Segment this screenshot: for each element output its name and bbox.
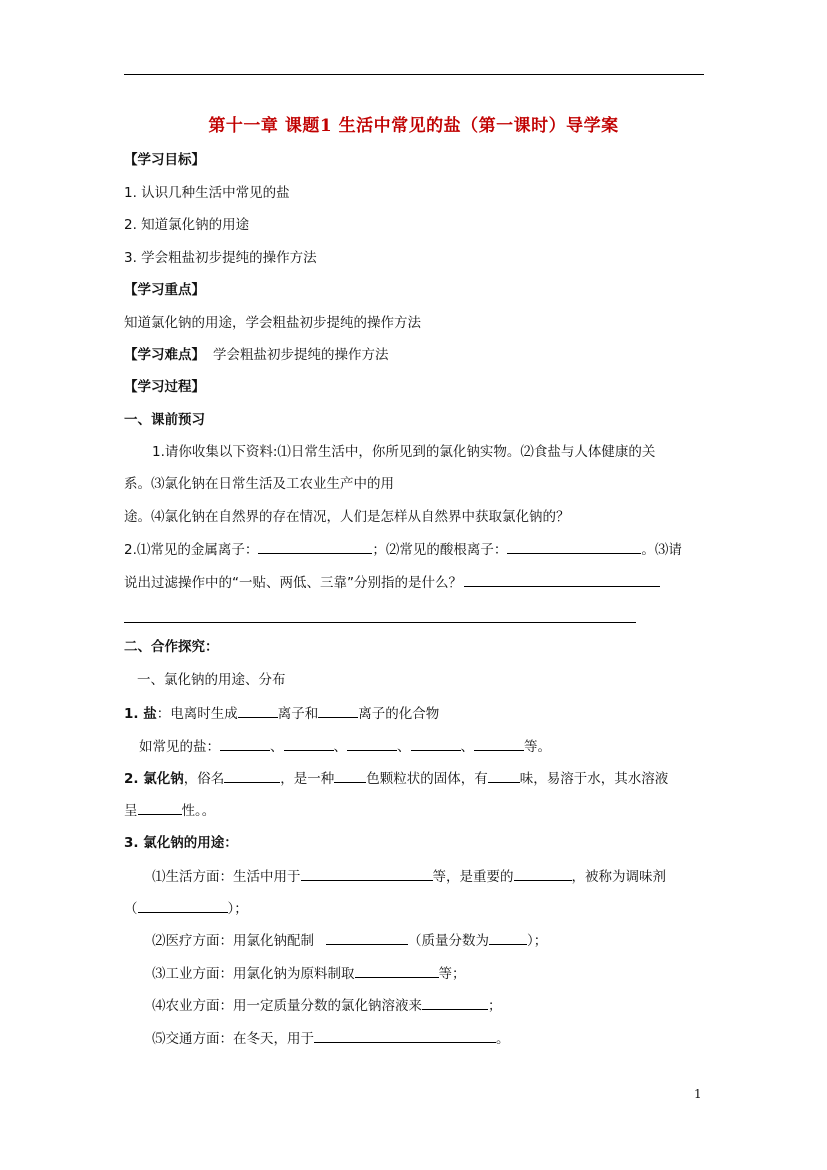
answer-line[interactable] [124,622,636,623]
taste-blank[interactable] [488,768,520,783]
salt-text-a: ：电离时生成 [156,706,238,722]
nacl-description-line2 [124,800,215,821]
agriculture-blank[interactable] [422,995,488,1010]
common-salt-label: 如常见的盐： [139,739,220,755]
objective-item: 1. 认识几种生活中常见的盐 [124,185,290,201]
use2-text-a: ⑵医疗方面：用氯化钠配制 [152,933,314,949]
nacl-description [124,768,668,789]
preview-heading: 一、课前预习 [124,412,205,428]
use4-text-b: ； [488,998,502,1014]
nacl-text-b: ，是一种 [280,771,335,787]
use1-text-b: 等，是重要的 [432,869,514,885]
salt-text-c: 离子的化合物 [358,706,440,722]
separator: 、 [397,739,411,755]
header-rule [124,74,704,75]
use5-text-b: 。 [496,1031,510,1047]
cation-blank[interactable] [238,703,278,718]
use-daily-life [152,866,666,887]
focus-text: 知道氯化钠的用途，学会粗盐初步提纯的操作方法 [124,315,421,331]
focus-heading: 【学习重点】 [124,282,205,298]
uses-heading: 3. 氯化钠的用途： [124,835,238,851]
anion-blank[interactable] [318,703,358,718]
salt-blank[interactable] [284,736,334,751]
difficulty-heading: 【学习难点】 [124,347,205,363]
use1-text-a: ⑴生活方面：生活中用于 [152,869,301,885]
nacl-label: 2. 氯化钠 [124,771,184,787]
use2-text-b: （质量分数为 [408,933,489,949]
separator: 、 [460,739,474,755]
etc-text: 等。 [524,739,551,755]
salt-label: 1. 盐 [124,706,157,722]
mass-fraction-blank[interactable] [489,930,527,945]
preview-q1-line2: 系。⑶氯化钠在日常生活及工农业生产中的用 [124,476,394,492]
use1-text-c: ，被称为调味剂 [571,869,666,885]
salt-blank[interactable] [220,736,270,751]
objective-item: 3. 学会粗盐初步提纯的操作方法 [124,250,317,266]
filtration-question: 说出过滤操作中的“一贴、两低、三靠”分别指的是什么？ [124,575,462,591]
use-agriculture [152,995,502,1016]
filtration-answer-blank[interactable] [464,572,660,587]
salt-definition [124,703,439,724]
use2-text-c: ）； [527,933,548,949]
transport-blank[interactable] [314,1028,496,1043]
q2-part-b: ；⑵常见的酸根离子： [372,542,508,558]
salt-text-b: 离子和 [277,706,319,722]
solution-blank[interactable] [326,930,408,945]
separator: 、 [270,739,284,755]
difficulty-text: 学会粗盐初步提纯的操作方法 [213,347,389,363]
use-daily-life-line2 [124,898,248,919]
process-heading: 【学习过程】 [124,379,205,395]
use3-text-a: ⑶工业方面：用氯化钠为原料制取 [152,966,355,982]
objective-item: 2. 知道氯化钠的用途 [124,217,250,233]
salt-blank[interactable] [474,736,524,751]
metal-ion-blank[interactable] [258,539,372,554]
daily-use-blank[interactable] [301,866,433,881]
ph-blank[interactable] [138,800,182,815]
acid-radical-blank[interactable] [507,539,641,554]
page-number: 1 [694,1087,702,1101]
q2-part-a: 2.⑴常见的金属离子： [124,542,259,558]
seasoning-blank[interactable] [138,898,228,913]
paren-close: ）； [227,901,248,917]
nacl-text-d: 味，易溶于水，其水溶液 [519,771,669,787]
color-blank[interactable] [334,768,366,783]
separator: 、 [333,739,347,755]
page-title: 第十一章 课题1 生活中常见的盐（第一课时）导学案 [208,116,619,136]
nacl-text-f: 性。。 [181,803,216,819]
nacl-text-c: 色颗粒状的固体，有 [366,771,488,787]
preview-q1-line1: 1.请你收集以下资料:⑴日常生活中，你所见到的氯化钠实物。⑵食盐与人体健康的关 [152,444,656,460]
common-salts-line [139,736,551,757]
objectives-heading: 【学习目标】 [124,152,205,168]
industry-blank[interactable] [355,963,439,978]
use4-text-a: ⑷农业方面：用一定质量分数的氯化钠溶液来 [152,998,422,1014]
q2-part-c: 。⑶请 [641,542,682,558]
preview-q2-line1 [124,539,682,560]
common-name-blank[interactable] [224,768,280,783]
difficulty-line [124,345,389,365]
preview-q2-line2 [124,572,660,593]
paren-open: （ [124,901,138,917]
explore-heading: 二、合作探究： [124,639,219,655]
use3-text-b: 等； [438,966,466,982]
use-medical [152,930,547,951]
nacl-text-e: 呈 [124,803,138,819]
use-transport [152,1028,510,1049]
preview-q1-line3: 途。⑷氯化钠在自然界的存在情况，人们是怎样从自然界中获取氯化钠的？ [124,509,570,525]
salt-blank[interactable] [347,736,397,751]
salt-blank[interactable] [411,736,461,751]
use5-text-a: ⑸交通方面：在冬天，用于 [152,1031,314,1047]
use-industry [152,963,466,984]
important-blank[interactable] [514,866,572,881]
nacl-text-a: ，俗名 [183,771,225,787]
explore-subheading: 一、氯化钠的用途、分布 [137,672,286,688]
